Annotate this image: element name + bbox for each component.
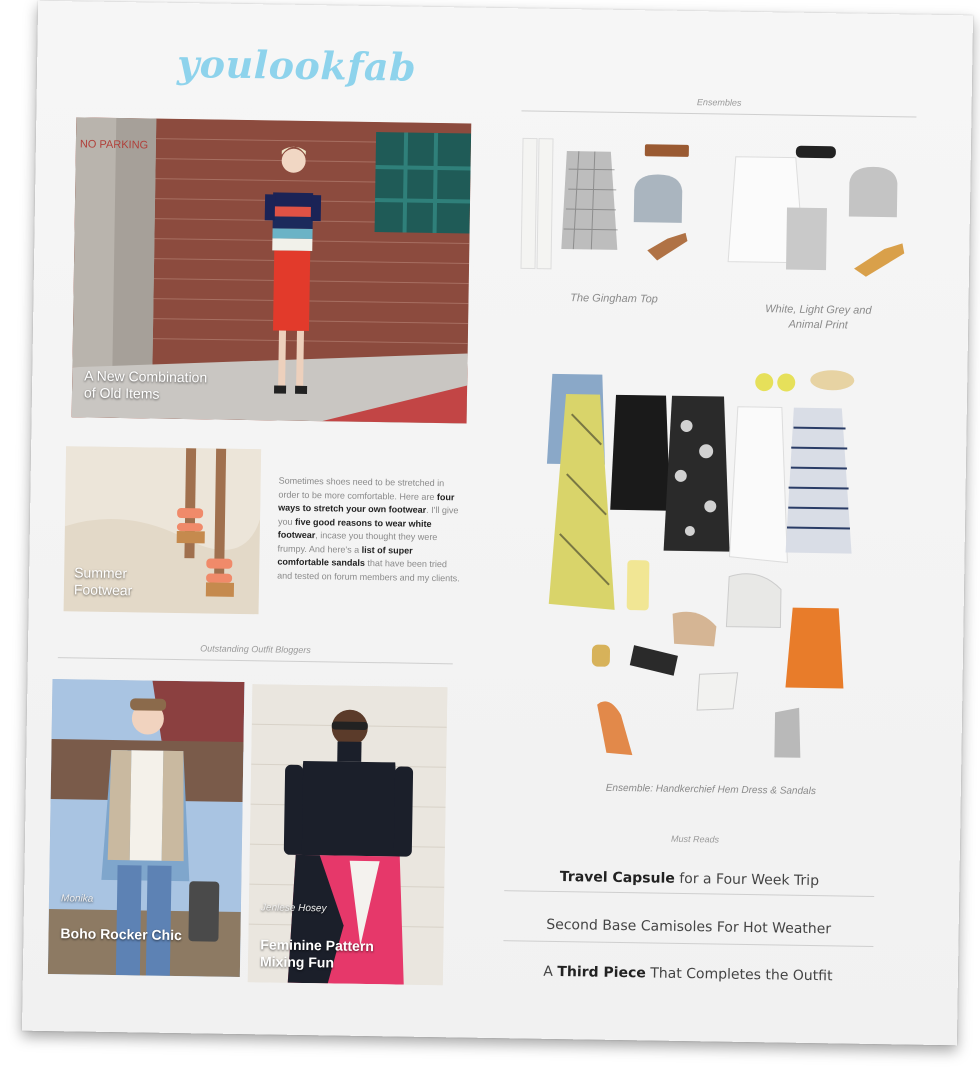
blogger-title-jenlese <box>260 936 374 972</box>
ensemble-gingham[interactable] <box>517 128 714 281</box>
ensembles-rule <box>521 110 916 117</box>
must-read-3-bold: Third Piece <box>557 963 646 982</box>
must-read-1-rest: for a Four Week Trip <box>674 870 820 890</box>
footwear-photo[interactable] <box>64 446 262 614</box>
ensemble-white-grey-caption-line1: White, Light Grey and <box>765 303 872 317</box>
site-logo[interactable]: youlookfab <box>176 40 417 90</box>
bloggers-section-label: Outstanding Outfit Bloggers <box>200 643 311 656</box>
blurb-text-1: Sometimes shoes need to be stretched in order to be more comfortable. Here are <box>278 475 445 502</box>
must-read-3-rest: That Completes the Outfit <box>645 965 833 985</box>
hero-caption-line2: of Old Items <box>83 384 160 402</box>
must-read-travel-capsule[interactable] <box>504 868 874 890</box>
blogger-name-monika: Monika <box>60 893 94 905</box>
hero-caption-line1: A New Combination <box>84 367 208 386</box>
footwear-blurb <box>277 475 464 586</box>
blogger-title-jenlese-line1: Feminine Pattern <box>260 936 375 955</box>
blurb-text-3: , incase you thought they were frumpy. And here's a <box>277 530 438 555</box>
ensemble-handkerchief-caption[interactable]: Ensemble: Handkerchief Hem Dress & Sandals <box>605 782 816 798</box>
must-read-camisoles[interactable] <box>504 916 874 938</box>
ensemble-white-grey-image <box>714 136 916 289</box>
footwear-caption-line1: Summer <box>74 564 128 582</box>
ensemble-white-grey[interactable] <box>714 136 916 289</box>
blogger-card-monika[interactable] <box>48 679 245 977</box>
must-read-third-piece[interactable] <box>503 963 873 985</box>
footwear-caption-line2: Footwear <box>73 581 133 599</box>
blurb-link-stretch-footwear[interactable]: four ways to stretch your own footwear <box>278 491 455 515</box>
must-read-3-pre: A <box>543 963 558 980</box>
ensemble-gingham-image <box>517 128 714 281</box>
ensemble-handkerchief-dress[interactable] <box>536 354 882 774</box>
footwear-caption <box>74 564 133 599</box>
must-reads-label: Must Reads <box>670 833 720 845</box>
hero-photo[interactable] <box>72 117 472 423</box>
blurb-link-white-footwear[interactable]: five good reasons to wear white footwear <box>277 516 432 541</box>
blurb-link-comfortable-sandals[interactable]: list of super comfortable sandals <box>277 544 413 568</box>
bloggers-rule <box>58 657 453 664</box>
sign-text: NO PARKING <box>79 138 149 152</box>
ensemble-white-grey-caption-line2: Animal Print <box>788 318 848 332</box>
must-read-1-bold: Travel Capsule <box>559 869 675 887</box>
ensemble-gingham-caption[interactable]: The Gingham Top <box>570 292 658 306</box>
blogger-title-monika: Boho Rocker Chic <box>60 925 182 944</box>
must-read-2-text: Second Base Camisoles For Hot Weather <box>546 916 832 938</box>
must-read-divider-1 <box>504 890 874 897</box>
ensemble-handkerchief-dress-image <box>536 354 882 774</box>
blogger-name-jenlese: Jenlese Hosey <box>260 902 327 915</box>
hero-caption[interactable] <box>84 367 207 403</box>
blurb-text-4: that have been tried and tested on forum members and my clients. <box>277 557 460 583</box>
blogger-card-jenlese[interactable] <box>248 684 448 985</box>
ensemble-white-grey-caption[interactable] <box>723 302 913 335</box>
ensembles-section-label: Ensembles <box>696 97 742 108</box>
blogger-title-jenlese-line2: Mixing Fun <box>259 953 335 971</box>
must-read-divider-2 <box>503 940 873 947</box>
page-sheet <box>22 1 973 1046</box>
blurb-text-2: . I'll give you <box>277 504 459 527</box>
